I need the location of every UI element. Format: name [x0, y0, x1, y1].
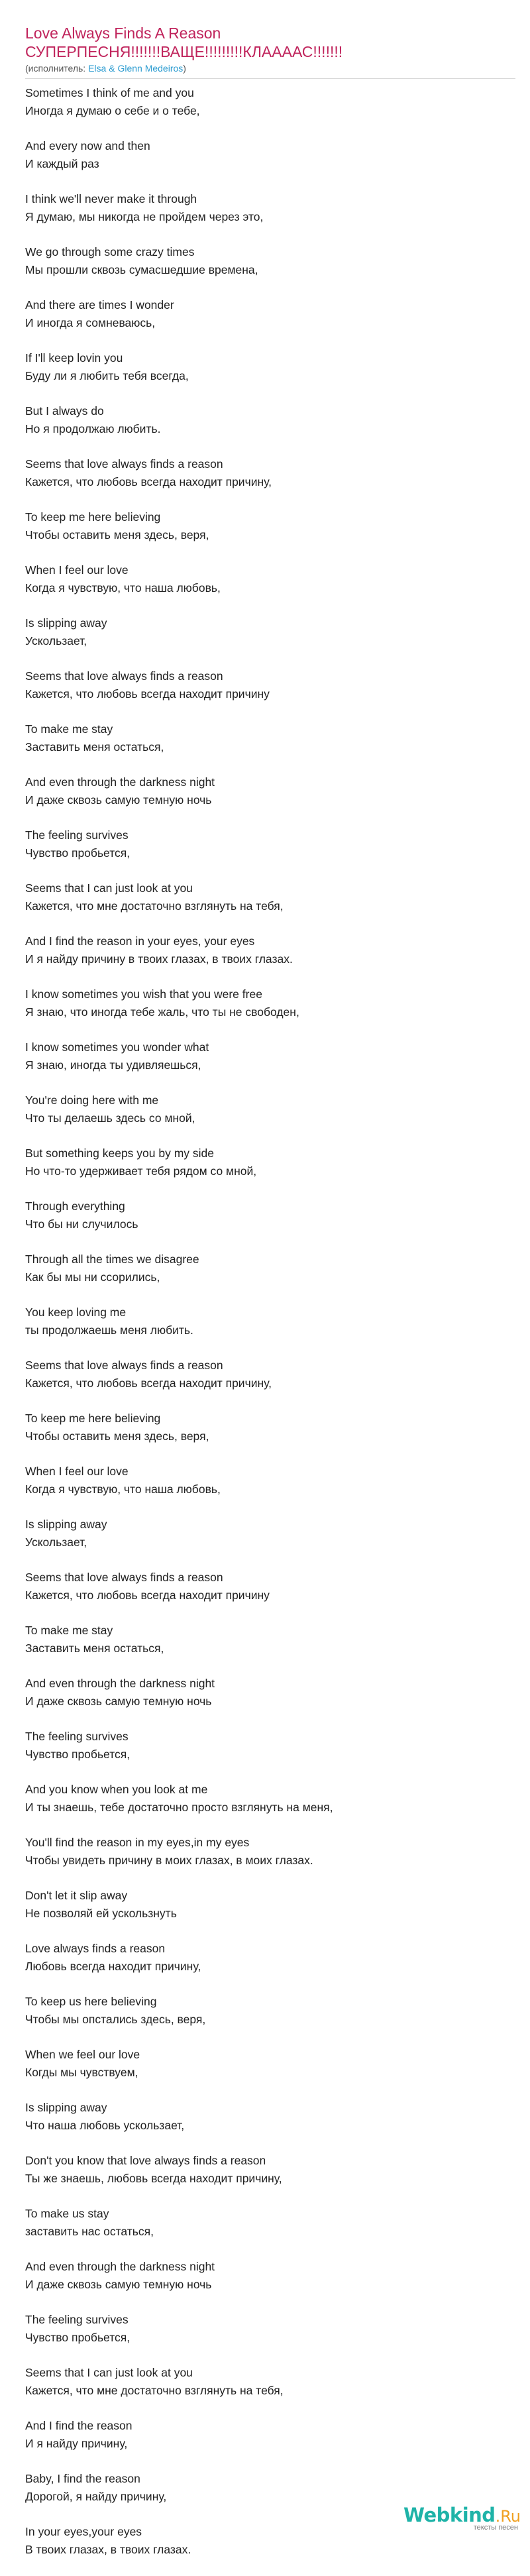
- lyric-stanza: [25, 2152, 515, 2188]
- lyric-line-translation: ты продолжаешь меня любить.: [25, 1323, 193, 1337]
- lyric-line-translation: Чтобы увидеть причину в моих глазах, в моих глазах.: [25, 1854, 313, 1867]
- lyrics-body: [25, 84, 515, 2559]
- lyric-line-translation: Но я продолжаю любить.: [25, 422, 161, 435]
- lyric-line-original: And I find the reason in your eyes, your eyes: [25, 934, 255, 948]
- lyric-line-original: The feeling survives: [25, 1730, 129, 1743]
- lyric-line-original: To keep us here believing: [25, 1995, 157, 2008]
- lyric-line-translation: Иногда я думаю о себе и о тебе,: [25, 104, 200, 117]
- lyric-line-translation: Когды мы чувствуем,: [25, 2066, 138, 2079]
- lyric-line-translation: Кажется, что любовь всегда находит причину: [25, 1589, 270, 1602]
- lyric-line-translation: И ты знаешь, тебе достаточно просто взглянуть на меня,: [25, 1801, 333, 1814]
- lyric-line-original: I know sometimes you wonder what: [25, 1040, 209, 1054]
- lyric-stanza: [25, 932, 515, 968]
- lyric-line-original: When I feel our love: [25, 563, 129, 577]
- lyric-line-translation: Ты же знаешь, любовь всегда находит причину,: [25, 2172, 282, 2185]
- lyric-line-original: To make us stay: [25, 2207, 109, 2220]
- lyric-line-translation: Заставить меня остаться,: [25, 740, 164, 754]
- performer-line: [25, 62, 515, 74]
- lyric-stanza: [25, 1569, 515, 1604]
- lyric-line-translation: Когда я чувствую, что наша любовь,: [25, 581, 221, 594]
- lyric-stanza: [25, 2311, 515, 2347]
- lyric-line-original: To keep me here believing: [25, 1412, 161, 1425]
- lyric-stanza: [25, 1410, 515, 1445]
- lyric-line-translation: Буду ли я любить тебя всегда,: [25, 369, 189, 382]
- lyric-stanza: [25, 1834, 515, 1870]
- lyric-line-translation: Кажется, что любовь всегда находит причину,: [25, 475, 272, 488]
- lyric-line-translation: Кажется, что любовь всегда находит причину,: [25, 1376, 272, 1390]
- lyric-stanza: [25, 1038, 515, 1074]
- lyric-stanza: [25, 2046, 515, 2082]
- lyric-line-original: And there are times I wonder: [25, 298, 174, 311]
- lyric-line-translation: Чтобы оставить меня здесь, веря,: [25, 528, 209, 541]
- lyric-line-original: Don't you know that love always finds a reason: [25, 2154, 266, 2167]
- lyric-stanza: [25, 243, 515, 279]
- lyric-line-translation: Кажется, что любовь всегда находит причину: [25, 687, 270, 700]
- lyric-line-translation: Как бы мы ни ссорились,: [25, 1270, 160, 1284]
- lyric-line-original: You'll find the reason in my eyes,in my eyes: [25, 1836, 250, 1849]
- lyric-line-original: Through all the times we disagree: [25, 1253, 199, 1266]
- lyric-line-translation: Что бы ни случилось: [25, 1217, 138, 1231]
- lyric-stanza: [25, 2258, 515, 2294]
- lyric-line-original: And even through the darkness night: [25, 775, 215, 789]
- lyric-line-original: And you know when you look at me: [25, 1783, 208, 1796]
- lyric-line-original: Baby, I find the reason: [25, 2472, 140, 2485]
- lyric-stanza: [25, 985, 515, 1021]
- lyric-line-translation: Кажется, что мне достаточно взглянуть на тебя,: [25, 2384, 284, 2397]
- lyric-stanza: [25, 137, 515, 173]
- lyric-line-translation: И даже сквозь самую темную ночь: [25, 2278, 212, 2291]
- lyric-line-original: To keep me here believing: [25, 510, 161, 524]
- lyric-line-original: Seems that love always finds a reason: [25, 1359, 223, 1372]
- lyric-stanza: [25, 826, 515, 862]
- lyric-line-translation: И каждый раз: [25, 157, 99, 170]
- lyric-stanza: [25, 1887, 515, 1923]
- lyric-line-translation: И иногда я сомневаюсь,: [25, 316, 156, 329]
- lyric-line-original: If I'll keep lovin you: [25, 351, 123, 364]
- lyric-line-translation: И даже сквозь самую темную ночь: [25, 793, 212, 807]
- lyric-line-original: Seems that I can just look at you: [25, 2366, 193, 2379]
- lyric-stanza: [25, 1463, 515, 1498]
- lyric-stanza: [25, 879, 515, 915]
- lyric-stanza: [25, 508, 515, 544]
- lyric-stanza: [25, 1092, 515, 1127]
- lyric-line-original: Through everything: [25, 1200, 125, 1213]
- lyric-line-original: When I feel our love: [25, 1465, 129, 1478]
- lyric-line-translation: Что ты делаешь здесь со мной,: [25, 1111, 195, 1125]
- lyric-line-original: And every now and then: [25, 139, 150, 152]
- lyric-line-original: In your eyes,your eyes: [25, 2525, 142, 2538]
- lyric-line-original: And even through the darkness night: [25, 2260, 215, 2273]
- lyric-line-translation: Когда я чувствую, что наша любовь,: [25, 1483, 221, 1496]
- lyric-stanza: [25, 2364, 515, 2400]
- lyric-stanza: [25, 1622, 515, 1657]
- lyric-line-original: I think we'll never make it through: [25, 192, 197, 205]
- song-subtitle: СУПЕРПЕСНЯ!!!!!!!ВАЩЕ!!!!!!!!!КЛААААС!!!!!!!: [25, 43, 343, 60]
- lyric-line-original: Seems that love always finds a reason: [25, 669, 223, 683]
- lyric-stanza: [25, 402, 515, 438]
- lyric-stanza: [25, 2099, 515, 2135]
- lyric-line-translation: Чувство пробьется,: [25, 1748, 131, 1761]
- song-title: Love Always Finds A Reason: [25, 25, 221, 42]
- lyric-line-translation: Чувство пробьется,: [25, 846, 131, 860]
- lyrics-page: [25, 24, 515, 2576]
- lyric-line-original: Seems that love always finds a reason: [25, 1571, 223, 1584]
- lyric-stanza: [25, 1675, 515, 1710]
- lyric-stanza: [25, 720, 515, 756]
- watermark-tld: .Ru: [495, 2507, 521, 2526]
- performer-suffix: ): [183, 63, 186, 74]
- lyric-stanza: [25, 1198, 515, 1233]
- lyric-line-original: Love always finds a reason: [25, 1942, 166, 1955]
- lyric-line-translation: Что наша любовь ускользает,: [25, 2119, 185, 2132]
- lyric-line-translation: В твоих глазах, в твоих глазах.: [25, 2543, 191, 2556]
- lyric-line-original: You're doing here with me: [25, 1093, 159, 1107]
- lyric-line-translation: Я знаю, иногда ты удивляешься,: [25, 1058, 201, 1072]
- lyric-line-translation: Любовь всегда находит причину,: [25, 1960, 201, 1973]
- lyric-stanza: [25, 349, 515, 385]
- lyric-stanza: [25, 1516, 515, 1551]
- lyric-stanza: [25, 667, 515, 703]
- lyric-line-original: Is slipping away: [25, 2101, 107, 2114]
- lyric-line-translation: Я знаю, что иногда тебе жаль, что ты не свободен,: [25, 1005, 299, 1019]
- lyric-line-translation: Чтобы мы опстались здесь, веря,: [25, 2013, 206, 2026]
- lyric-line-original: Is slipping away: [25, 616, 107, 630]
- lyric-line-translation: И даже сквозь самую темную ночь: [25, 1695, 212, 1708]
- lyric-stanza: [25, 1940, 515, 1976]
- lyric-line-original: Seems that I can just look at you: [25, 881, 193, 895]
- performer-link[interactable]: Elsa & Glenn Medeiros: [88, 63, 184, 74]
- lyric-stanza: [25, 84, 515, 120]
- lyric-line-translation: Не позволяй ей ускользнуть: [25, 1907, 177, 1920]
- header-divider: [25, 78, 515, 79]
- lyric-stanza: [25, 1357, 515, 1392]
- lyric-line-translation: Но что-то удерживает тебя рядом со мной,: [25, 1164, 257, 1178]
- watermark-brand: Webkind: [403, 2504, 496, 2526]
- lyric-stanza: [25, 296, 515, 332]
- lyric-stanza: [25, 1145, 515, 1180]
- lyric-stanza: [25, 1993, 515, 2029]
- lyric-line-original: Seems that love always finds a reason: [25, 457, 223, 471]
- lyric-stanza: [25, 1781, 515, 1817]
- lyric-line-translation: И я найду причину,: [25, 2437, 128, 2450]
- lyric-line-translation: Ускользает,: [25, 1536, 87, 1549]
- lyric-stanza: [25, 614, 515, 650]
- lyric-line-original: The feeling survives: [25, 2313, 129, 2326]
- lyric-line-translation: заставить нас остаться,: [25, 2225, 154, 2238]
- lyric-stanza: [25, 1304, 515, 1339]
- lyric-line-original: Is slipping away: [25, 1518, 107, 1531]
- lyric-stanza: [25, 2205, 515, 2241]
- lyric-stanza: [25, 561, 515, 597]
- lyric-line-original: When we feel our love: [25, 2048, 140, 2061]
- site-watermark[interactable]: [403, 2504, 521, 2532]
- lyric-line-translation: Чувство пробьется,: [25, 2331, 131, 2344]
- lyric-line-original: To make me stay: [25, 722, 113, 736]
- lyric-line-original: And I find the reason: [25, 2419, 132, 2432]
- lyric-line-original: And even through the darkness night: [25, 1677, 215, 1690]
- lyric-line-original: I know sometimes you wish that you were free: [25, 987, 262, 1001]
- lyric-line-original: We go through some crazy times: [25, 245, 195, 258]
- lyric-stanza: [25, 773, 515, 809]
- lyric-line-original: To make me stay: [25, 1624, 113, 1637]
- lyric-line-translation: Чтобы оставить меня здесь, веря,: [25, 1429, 209, 1443]
- lyric-stanza: [25, 1728, 515, 1764]
- performer-prefix: (исполнитель:: [25, 63, 89, 74]
- lyric-line-translation: Ускользает,: [25, 634, 87, 647]
- lyric-line-translation: Я думаю, мы никогда не пройдем через это,: [25, 210, 264, 223]
- lyric-stanza: [25, 190, 515, 226]
- lyric-stanza: [25, 1251, 515, 1286]
- lyric-stanza: [25, 2417, 515, 2453]
- lyric-line-original: But I always do: [25, 404, 104, 418]
- lyric-line-translation: И я найду причину в твоих глазах, в твоих глазах.: [25, 952, 293, 966]
- lyric-line-original: The feeling survives: [25, 828, 129, 842]
- lyric-line-translation: Мы прошли сквозь сумасшедшие времена,: [25, 263, 258, 276]
- lyric-line-translation: Заставить меня остаться,: [25, 1642, 164, 1655]
- lyric-line-original: But something keeps you by my side: [25, 1147, 215, 1160]
- lyric-line-translation: Дорогой, я найду причину,: [25, 2490, 167, 2503]
- lyric-stanza: [25, 455, 515, 491]
- lyric-line-translation: Кажется, что мне достаточно взглянуть на тебя,: [25, 899, 284, 913]
- lyric-line-original: Don't let it slip away: [25, 1889, 128, 1902]
- lyric-stanza: [25, 2470, 515, 2506]
- watermark-tagline: тексты песен: [473, 2524, 518, 2532]
- lyric-line-original: You keep loving me: [25, 1306, 127, 1319]
- lyric-line-original: Sometimes I think of me and you: [25, 86, 194, 99]
